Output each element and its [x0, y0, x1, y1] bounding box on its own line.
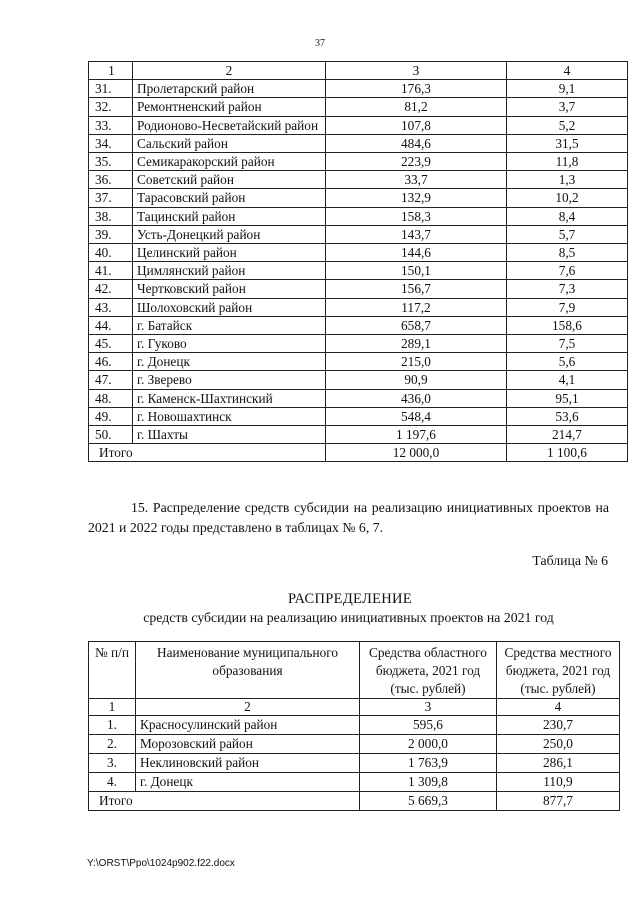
municipality-name: Неклиновский район — [136, 754, 360, 773]
municipality-name: Сальский район — [133, 134, 326, 152]
municipality-name: Цимлянский район — [133, 262, 326, 280]
regional-budget-value: 1 763,9 — [360, 754, 497, 773]
municipality-name: Тацинский район — [133, 207, 326, 225]
value-col-3: 548,4 — [326, 407, 507, 425]
column-index-1: 1 — [89, 699, 136, 716]
row-number: 37. — [89, 189, 133, 207]
row-number: 2. — [89, 735, 136, 754]
value-col-4: 5,2 — [507, 116, 628, 134]
total-col-3: 12 000,0 — [326, 444, 507, 462]
value-col-4: 8,5 — [507, 244, 628, 262]
value-col-4: 1,3 — [507, 171, 628, 189]
row-number: 33. — [89, 116, 133, 134]
table-row — [89, 735, 620, 754]
value-col-4: 5,6 — [507, 353, 628, 371]
table-header-row — [89, 62, 628, 80]
value-col-3: 158,3 — [326, 207, 507, 225]
value-col-3: 1 197,6 — [326, 426, 507, 444]
value-col-3: 150,1 — [326, 262, 507, 280]
table-row — [89, 116, 628, 134]
header-col-1: 1 — [89, 62, 133, 80]
table-header-row — [89, 642, 620, 699]
total-row — [89, 444, 628, 462]
total-col-4: 1 100,6 — [507, 444, 628, 462]
row-number: 35. — [89, 153, 133, 171]
value-col-3: 176,3 — [326, 80, 507, 98]
table-row — [89, 262, 628, 280]
regional-budget-value: 1 309,8 — [360, 773, 497, 792]
value-col-4: 7,5 — [507, 335, 628, 353]
value-col-4: 53,6 — [507, 407, 628, 425]
row-number: 44. — [89, 316, 133, 334]
row-number: 39. — [89, 225, 133, 243]
municipality-name: Семикаракорский район — [133, 153, 326, 171]
row-number: 46. — [89, 353, 133, 371]
table-row — [89, 754, 620, 773]
table-row — [89, 335, 628, 353]
header-col-4: 4 — [507, 62, 628, 80]
table-row — [89, 716, 620, 735]
row-number: 34. — [89, 134, 133, 152]
row-number: 1. — [89, 716, 136, 735]
column-header-number: № п/п — [89, 642, 136, 699]
value-col-4: 158,6 — [507, 316, 628, 334]
value-col-3: 658,7 — [326, 316, 507, 334]
table-row — [89, 98, 628, 116]
row-number: 43. — [89, 298, 133, 316]
value-col-3: 107,8 — [326, 116, 507, 134]
table-row — [89, 80, 628, 98]
row-number: 31. — [89, 80, 133, 98]
municipality-name: г. Каменск-Шахтинский — [133, 389, 326, 407]
row-number: 50. — [89, 426, 133, 444]
table-row — [89, 298, 628, 316]
table-row — [89, 189, 628, 207]
value-col-4: 11,8 — [507, 153, 628, 171]
municipality-name: г. Донецк — [133, 353, 326, 371]
municipality-name: Советский район — [133, 171, 326, 189]
municipality-name: г. Шахты — [133, 426, 326, 444]
value-col-3: 223,9 — [326, 153, 507, 171]
row-number: 47. — [89, 371, 133, 389]
column-header-local-budget: Средства местного бюджета, 2021 год (тыс. рублей) — [497, 642, 620, 699]
table-subtitle: средств субсидии на реализацию инициативных проектов на 2021 год — [143, 610, 554, 625]
page-number: 37 — [315, 38, 325, 49]
row-number: 3. — [89, 754, 136, 773]
table-row — [89, 426, 628, 444]
value-col-4: 7,3 — [507, 280, 628, 298]
row-number: 36. — [89, 171, 133, 189]
municipality-name: Ремонтненский район — [133, 98, 326, 116]
regional-budget-value: 2 000,0 — [360, 735, 497, 754]
initiative-projects-table — [88, 641, 620, 811]
local-budget-value: 230,7 — [497, 716, 620, 735]
column-header-municipality: Наименование муниципального образования — [136, 642, 360, 699]
row-number: 40. — [89, 244, 133, 262]
table-row — [89, 371, 628, 389]
municipality-name: Чертковский район — [133, 280, 326, 298]
header-col-3: 3 — [326, 62, 507, 80]
value-col-3: 436,0 — [326, 389, 507, 407]
row-number: 49. — [89, 407, 133, 425]
value-col-3: 33,7 — [326, 171, 507, 189]
row-number: 42. — [89, 280, 133, 298]
table-row — [89, 171, 628, 189]
row-number: 32. — [89, 98, 133, 116]
value-col-4: 10,2 — [507, 189, 628, 207]
row-number: 41. — [89, 262, 133, 280]
municipality-name: Шолоховский район — [133, 298, 326, 316]
municipality-name: г. Зверево — [133, 371, 326, 389]
table-row — [89, 153, 628, 171]
total-label: Итого — [89, 444, 326, 462]
local-budget-value: 286,1 — [497, 754, 620, 773]
table-row — [89, 316, 628, 334]
row-number: 38. — [89, 207, 133, 225]
value-col-4: 214,7 — [507, 426, 628, 444]
table-row — [89, 773, 620, 792]
value-col-3: 144,6 — [326, 244, 507, 262]
municipality-name: г. Гуково — [133, 335, 326, 353]
local-budget-value: 110,9 — [497, 773, 620, 792]
municipality-name: Пролетарский район — [133, 80, 326, 98]
municipality-name: Красносулинский район — [136, 716, 360, 735]
table-row — [89, 244, 628, 262]
municipality-name: Усть-Донецкий район — [133, 225, 326, 243]
row-number: 48. — [89, 389, 133, 407]
value-col-3: 117,2 — [326, 298, 507, 316]
table-row — [89, 280, 628, 298]
column-index-4: 4 — [497, 699, 620, 716]
footer-file-path: Y:\ORST\Ppo\1024p902.f22.docx — [87, 858, 235, 869]
total-local-budget: 877,7 — [497, 792, 620, 811]
value-col-3: 90,9 — [326, 371, 507, 389]
municipality-name: Целинский район — [133, 244, 326, 262]
row-number: 4. — [89, 773, 136, 792]
table-row — [89, 207, 628, 225]
value-col-4: 31,5 — [507, 134, 628, 152]
header-col-2: 2 — [133, 62, 326, 80]
table-row — [89, 225, 628, 243]
local-budget-value: 250,0 — [497, 735, 620, 754]
municipality-name: Родионово-Несветайский район — [133, 116, 326, 134]
value-col-4: 95,1 — [507, 389, 628, 407]
value-col-4: 9,1 — [507, 80, 628, 98]
value-col-3: 156,7 — [326, 280, 507, 298]
total-label: Итого — [89, 792, 360, 811]
column-index-3: 3 — [360, 699, 497, 716]
value-col-3: 132,9 — [326, 189, 507, 207]
municipality-name: г. Донецк — [136, 773, 360, 792]
body-paragraph: 15. Распределение средств субсидии на реализацию инициативных проектов на 2021 и 2022 годы представлено в таблицах № 6, 7. — [88, 500, 609, 535]
value-col-3: 143,7 — [326, 225, 507, 243]
value-col-4: 7,9 — [507, 298, 628, 316]
value-col-4: 7,6 — [507, 262, 628, 280]
value-col-3: 289,1 — [326, 335, 507, 353]
municipality-name: г. Новошахтинск — [133, 407, 326, 425]
value-col-4: 8,4 — [507, 207, 628, 225]
value-col-3: 81,2 — [326, 98, 507, 116]
table-row — [89, 389, 628, 407]
column-header-regional-budget: Средства областного бюджета, 2021 год (тыс. рублей) — [360, 642, 497, 699]
total-row — [89, 792, 620, 811]
total-regional-budget: 5 669,3 — [360, 792, 497, 811]
row-number: 45. — [89, 335, 133, 353]
table-row — [89, 407, 628, 425]
municipality-name: Тарасовский район — [133, 189, 326, 207]
regional-budget-value: 595,6 — [360, 716, 497, 735]
subsidy-table-continued — [88, 61, 628, 462]
table-caption: Таблица № 6 — [532, 553, 608, 568]
value-col-4: 5,7 — [507, 225, 628, 243]
municipality-name: Морозовский район — [136, 735, 360, 754]
column-index-2: 2 — [136, 699, 360, 716]
column-index-row — [89, 699, 620, 716]
value-col-3: 215,0 — [326, 353, 507, 371]
table-row — [89, 353, 628, 371]
table-title: РАСПРЕДЕЛЕНИЕ — [288, 591, 412, 607]
value-col-4: 3,7 — [507, 98, 628, 116]
table-row — [89, 134, 628, 152]
municipality-name: г. Батайск — [133, 316, 326, 334]
value-col-4: 4,1 — [507, 371, 628, 389]
value-col-3: 484,6 — [326, 134, 507, 152]
